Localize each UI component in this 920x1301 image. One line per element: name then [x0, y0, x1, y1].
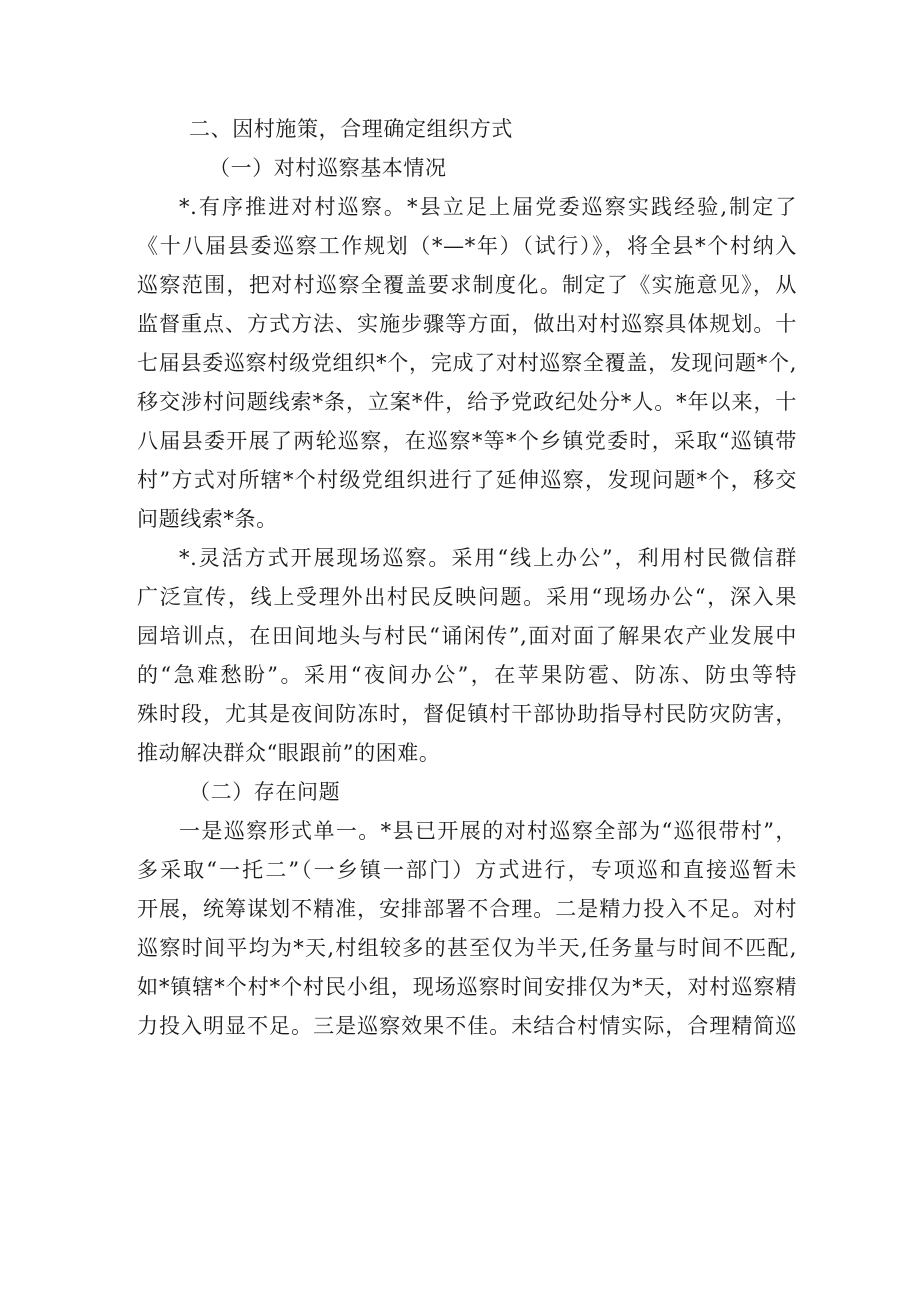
text-line: 开展，统筹谋划不精准，安排部署不合理。二是精力投入不足。对村 — [137, 897, 797, 921]
text-line: 一是巡察形式单一。*县已开展的对村巡察全部为“巡很带村”， — [179, 819, 797, 843]
text-line: 巡察范围，把对村巡察全覆盖要求制度化。制定了《实施意见》，从 — [137, 273, 797, 297]
section-heading: 二、因村施策，合理确定组织方式 — [189, 117, 513, 141]
subsection-heading-problems: （二）存在问题 — [189, 780, 341, 804]
text-line: 推动解决群众“眼跟前”的困难。 — [137, 741, 441, 765]
text-line: 巡察时间平均为*天,村组较多的甚至仅为半天,任务量与时间不匹配, — [137, 936, 797, 960]
text-line: 《十八届县委巡察工作规划（*—*年）（试行）》，将全县*个村纳入 — [137, 234, 797, 258]
text-line: 监督重点、方式方法、实施步骤等方面，做出对村巡察具体规划。十 — [137, 312, 797, 336]
text-line: 力投入明显不足。三是巡察效果不佳。未结合村情实际，合理精简巡 — [137, 1014, 797, 1038]
text-line: 如*镇辖*个村*个村民小组，现场巡察时间安排仅为*天，对村巡察精 — [137, 975, 797, 999]
text-line: *.有序推进对村巡察。*县立足上届党委巡察实践经验,制定了 — [179, 195, 797, 219]
text-line: 移交涉村问题线索*条，立案*件，给予党政纪处分*人。*年以来，十 — [137, 390, 797, 414]
text-line: 七届县委巡察村级党组织*个，完成了对村巡察全覆盖，发现问题*个, — [137, 351, 797, 375]
paragraph-orderly-inspection — [137, 188, 797, 539]
paragraph-flexible-inspection — [137, 539, 797, 773]
text-line: 村”方式对所辖*个村级党组织进行了延伸巡察，发现问题*个，移交 — [137, 468, 797, 492]
document-body — [137, 110, 797, 1046]
text-line: 八届县委开展了两轮巡察，在巡察*等*个乡镇党委时，采取“巡镇带 — [137, 429, 797, 453]
text-line: 殊时段，尤其是夜间防冻时，督促镇村干部协助指导村民防灾防害， — [137, 702, 797, 726]
text-line: 多采取“一托二”（一乡镇一部门）方式进行，专项巡和直接巡暂未 — [137, 858, 797, 882]
text-line: 的“急难愁盼”。采用“夜间办公”，在苹果防雹、防冻、防虫等特 — [137, 663, 797, 687]
subsection-heading-basic-situation: （一）对村巡察基本情况 — [209, 156, 447, 180]
text-line: *.灵活方式开展现场巡察。采用“线上办公”，利用村民微信群 — [179, 546, 797, 570]
text-line: 广泛宣传，线上受理外出村民反映问题。采用“现场办公“，深入果 — [137, 585, 797, 609]
text-line: 问题线索*条。 — [137, 507, 278, 531]
text-line: 园培训点，在田间地头与村民“诵闲传”,面对面了解果农产业发展中 — [137, 624, 797, 648]
paragraph-problems — [137, 812, 797, 1046]
